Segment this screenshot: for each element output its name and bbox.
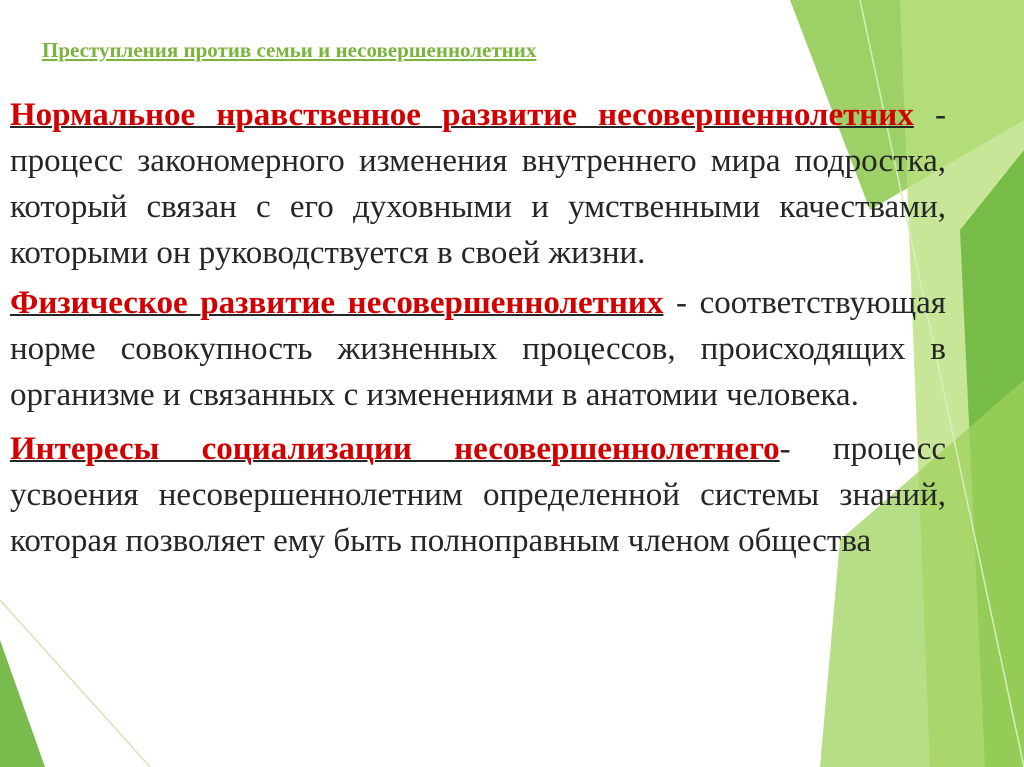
paragraph-moral-development (10, 92, 946, 276)
slide-title: Преступления против семьи и несовершеннолетних (42, 38, 537, 62)
term-physical-development: Физическое развитие несовершеннолетних (10, 285, 664, 321)
green-shape-bottom-left (0, 640, 45, 767)
definition-physical-development: - соответствующая норме совокупность жизненных процессов, происходящих в организме и связанных с изменениями в анатомии человека. (10, 285, 946, 413)
slide-body (10, 92, 946, 564)
term-socialization-interests: Интересы социализации несовершеннолетнего (10, 431, 780, 467)
paragraph-socialization-interests (10, 426, 946, 564)
term-moral-development: Нормальное нравственное развитие несовершеннолетних (10, 97, 914, 133)
paragraph-physical-development (10, 280, 946, 418)
definition-moral-development: - процесс закономерного изменения внутреннего мира подростка, который связан с его духовными и умственными качествами, которыми он руководствуется в своей жизни. (10, 97, 946, 271)
definition-socialization-interests: - процесс усвоения несовершеннолетним определенной системы знаний, которая позволяет ему быть полноправным членом общества (10, 431, 946, 559)
paragraph-gap (10, 418, 946, 426)
